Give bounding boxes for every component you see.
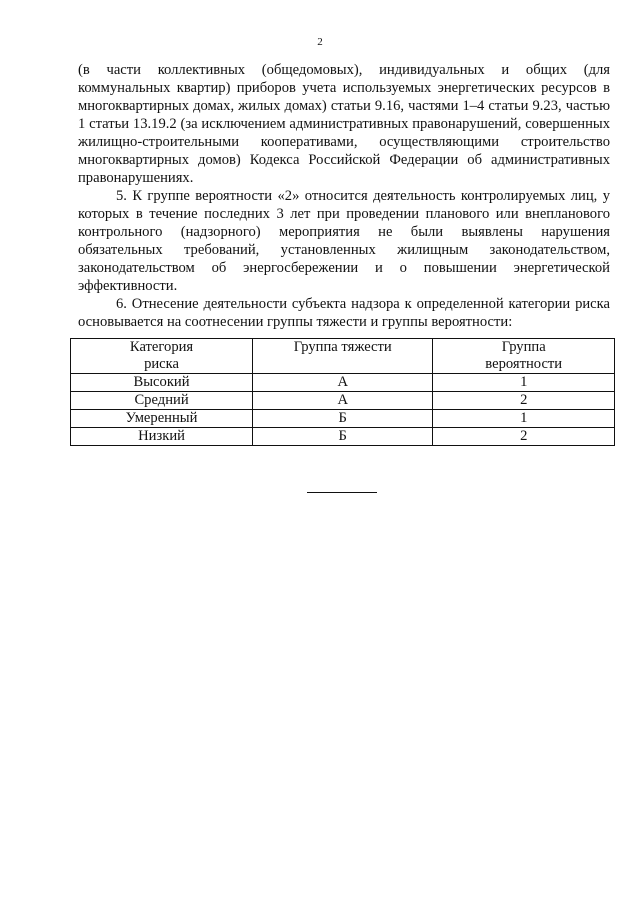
cell-probability-group: 2 — [433, 392, 615, 410]
cell-severity-group: Б — [253, 428, 433, 446]
table-header-row — [71, 339, 615, 374]
risk-category-table — [70, 338, 615, 446]
cell-risk-category: Умеренный — [71, 410, 253, 428]
end-of-document-rule — [307, 492, 377, 493]
cell-risk-category: Высокий — [71, 374, 253, 392]
header-text: Группа тяжести — [293, 339, 392, 355]
paragraph-item-5: 5. К группе вероятности «2» относится деятельность контролируемых лиц, у которых в течение последних 3 лет при проведении планового или внепланового контрольного (надзорного) мероприятия не были выявлены нарушения обязательных требований, установленных жилищным законодательством, законодательством об энергосбережении и о повышении энергетической эффективности. — [78, 188, 610, 294]
header-probability-group — [433, 339, 615, 374]
cell-probability-group: 1 — [433, 410, 615, 428]
cell-risk-category: Низкий — [71, 428, 253, 446]
paragraph-continuation: (в части коллективных (общедомовых), индивидуальных и общих (для коммунальных квартир) приборов учета используемых энергетических ресурсов в многоквартирных домах, жилых домах) статьи 9.16, частями 1–4 статьи 9.23, частью 1 статьи 13.19.2 (за исключением административных правонарушений, совершенных жилищно-строительными кооперативами, осуществляющими строительство многоквартирных домов) Кодекса Российской Федерации об административных правонарушениях. — [78, 62, 610, 186]
header-severity-group — [253, 339, 433, 374]
page-number: 2 — [317, 36, 323, 48]
header-text: Категория — [129, 339, 194, 355]
header-text: вероятности — [485, 356, 563, 372]
paragraph-item-6: 6. Отнесение деятельности субъекта надзора к определенной категории риска основывается на соотнесении группы тяжести и группы вероятности: — [78, 296, 610, 330]
cell-severity-group: А — [253, 374, 433, 392]
document-body — [78, 61, 610, 331]
header-text: риска — [144, 356, 179, 372]
cell-risk-category: Средний — [71, 392, 253, 410]
header-text: Группа — [501, 339, 546, 355]
table-row — [71, 410, 615, 428]
table-row — [71, 428, 615, 446]
cell-probability-group: 1 — [433, 374, 615, 392]
header-risk-category — [71, 339, 253, 374]
cell-probability-group: 2 — [433, 428, 615, 446]
table-row — [71, 374, 615, 392]
table-row — [71, 392, 615, 410]
cell-severity-group: А — [253, 392, 433, 410]
cell-severity-group: Б — [253, 410, 433, 428]
